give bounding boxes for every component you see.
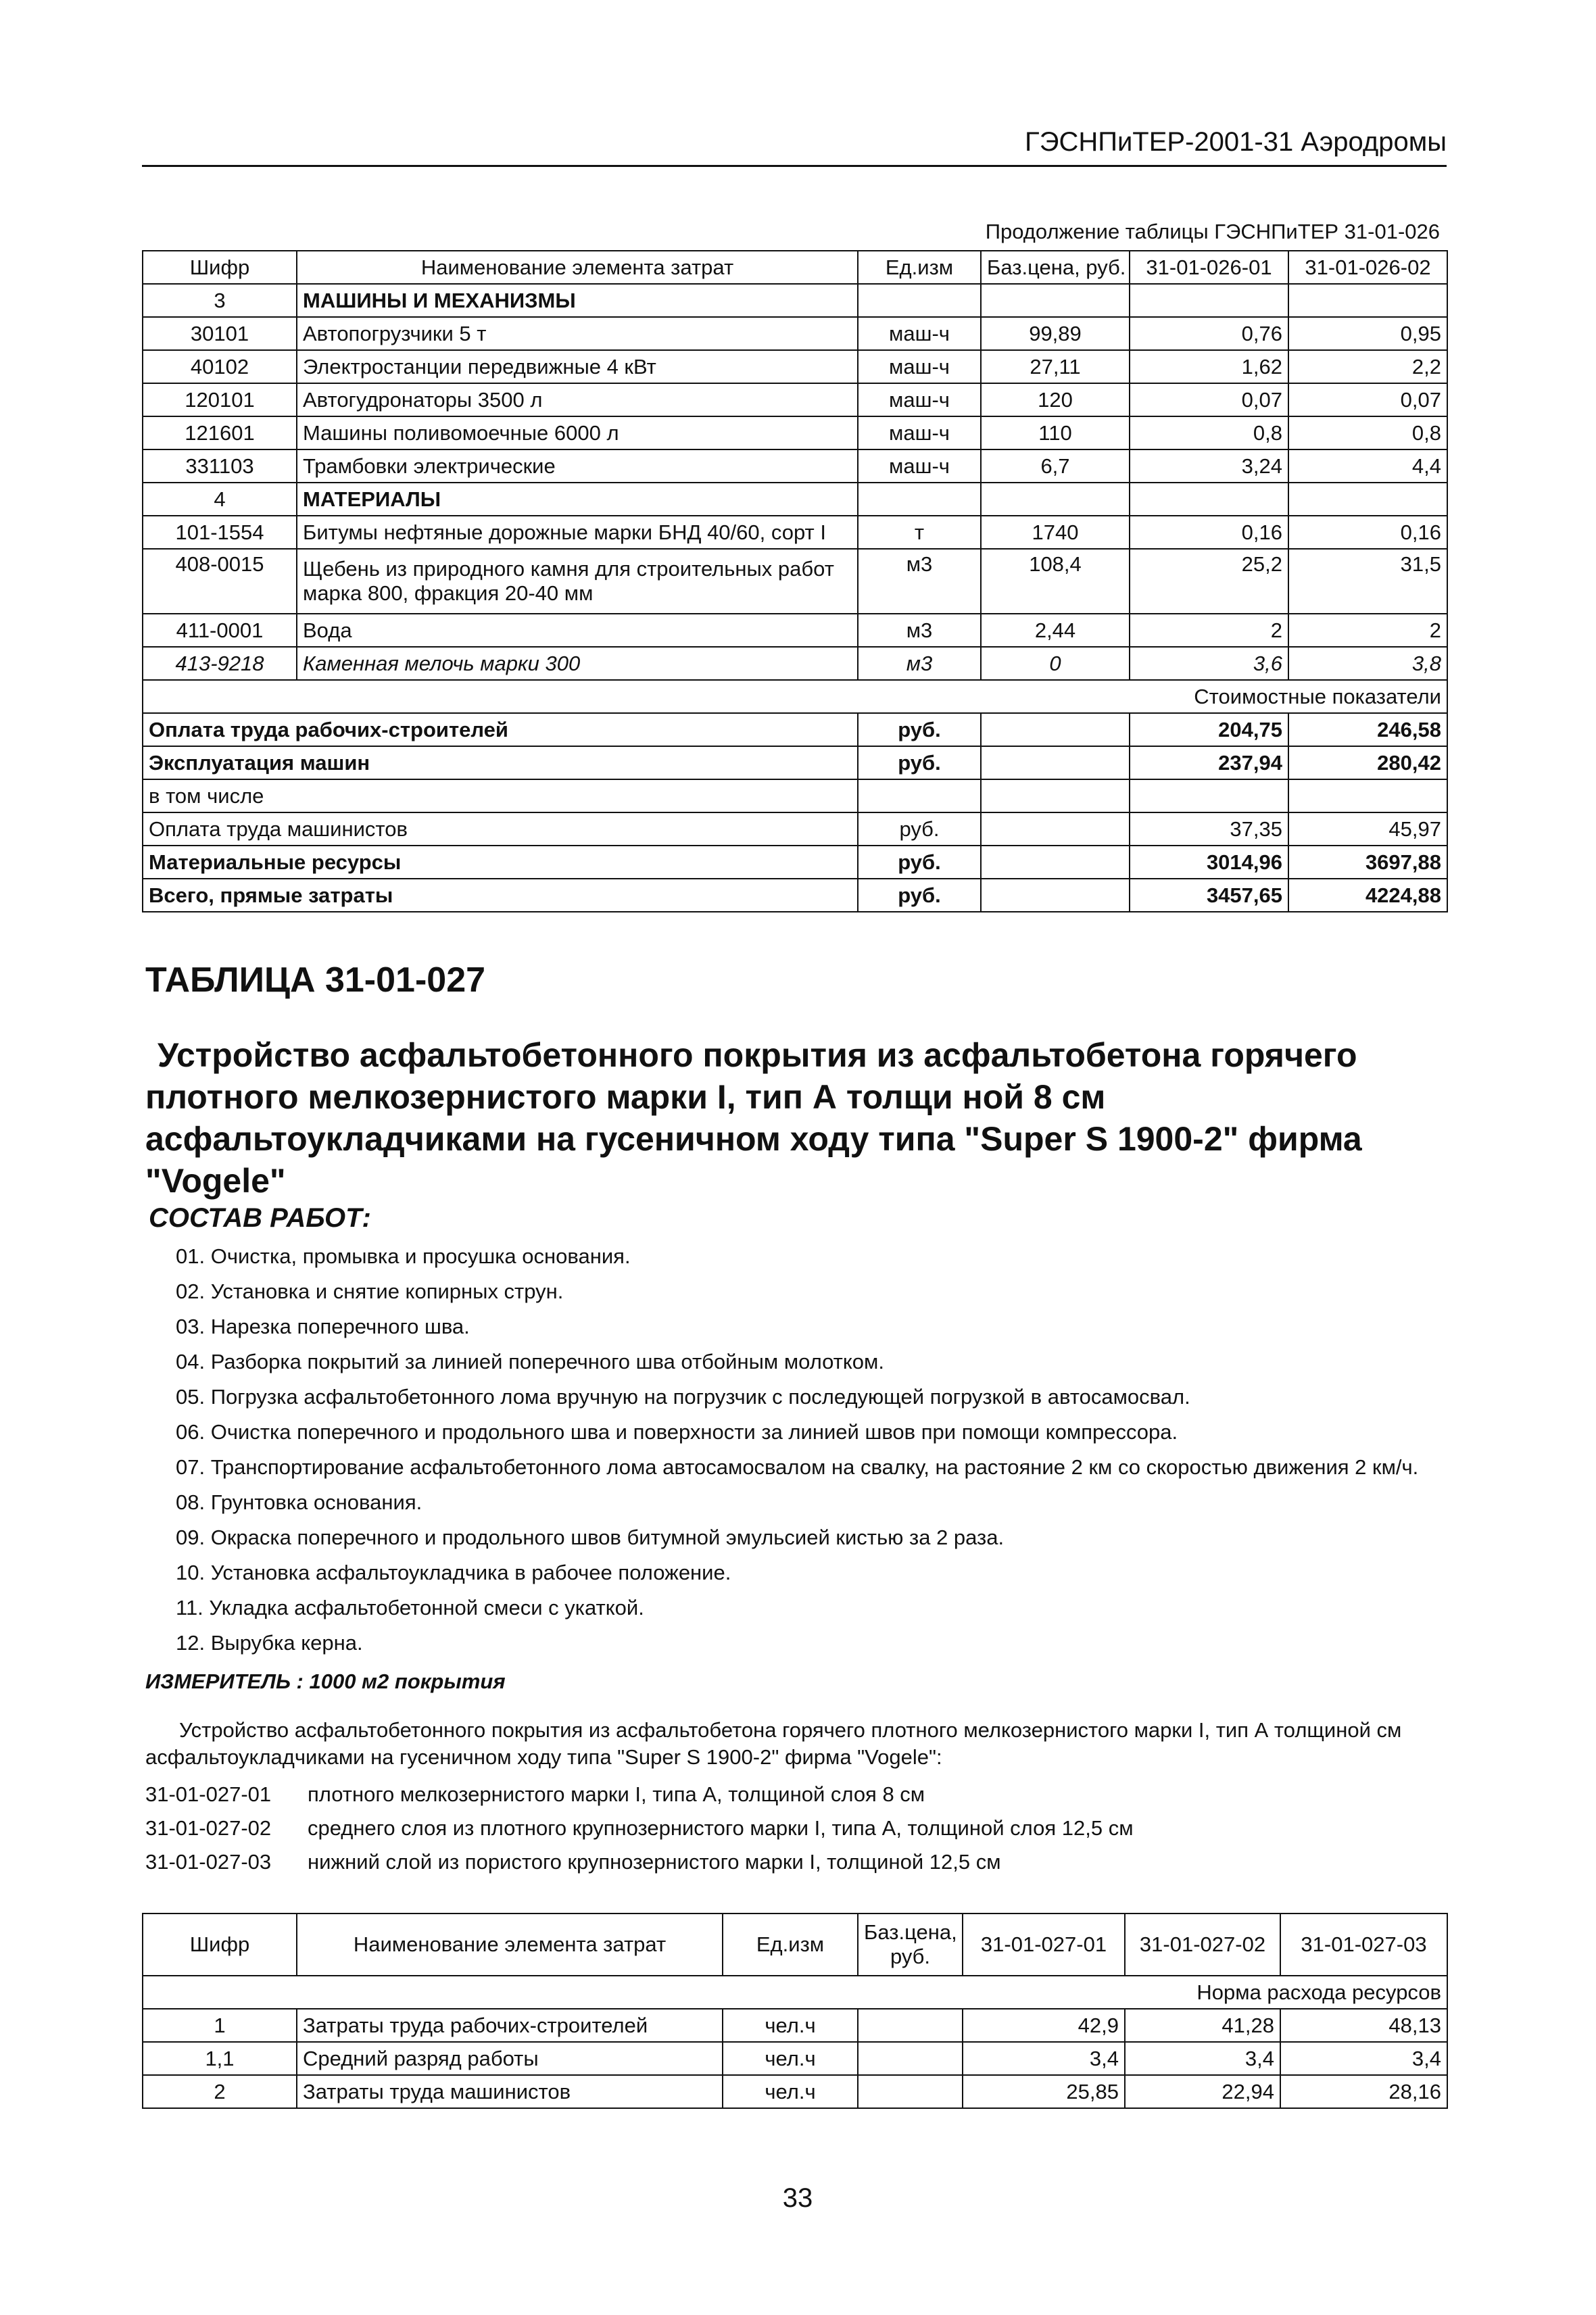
row-unit: чел.ч	[723, 2009, 858, 2042]
row-v2: 4,4	[1288, 449, 1447, 483]
section-code: 3	[143, 284, 297, 317]
empty-cell	[1130, 483, 1288, 516]
row-price: 110	[981, 416, 1130, 449]
row-price: 1740	[981, 516, 1130, 549]
row-v3: 3,4	[1280, 2042, 1447, 2075]
row-v1: 0,8	[1130, 416, 1288, 449]
row-v2: 41,28	[1125, 2009, 1280, 2042]
cost-v2	[1288, 779, 1447, 812]
row-price	[858, 2075, 963, 2108]
table-title: ТАБЛИЦА 31-01-027	[145, 960, 486, 1000]
col-header-code: Шифр	[143, 251, 297, 284]
cost-v2: 45,97	[1288, 812, 1447, 846]
col-header-name: Наименование элемента затрат	[297, 1914, 723, 1976]
row-code: 413-9218	[143, 647, 297, 680]
row-unit: чел.ч	[723, 2042, 858, 2075]
cost-name: Всего, прямые затраты	[143, 879, 858, 912]
row-price: 27,11	[981, 350, 1130, 383]
table-row	[143, 2075, 1447, 2108]
row-price: 99,89	[981, 317, 1130, 350]
cost-unit	[858, 779, 981, 812]
empty-cell	[858, 483, 981, 516]
col-header-unit: Ед.изм	[858, 251, 981, 284]
row-v1: 3,6	[1130, 647, 1288, 680]
list-item: 09. Окраска поперечного и продольного швов битумной эмульсией кистью за 2 раза.	[176, 1526, 1005, 1549]
table-row	[143, 416, 1447, 449]
table-continuation-caption: Продолжение таблицы ГЭСНПиТЕР 31-01-026	[985, 220, 1440, 243]
cost-indicators-label: Стоимостные показатели	[143, 680, 1447, 713]
cost-v1	[1130, 779, 1288, 812]
col-header-v1: 31-01-026-01	[1130, 251, 1288, 284]
row-v1: 42,9	[963, 2009, 1125, 2042]
row-name: Щебень из природного камня для строительных работ марка 800, фракция 20-40 мм	[297, 549, 858, 614]
table-row	[143, 549, 1447, 614]
cost-v2: 3697,88	[1288, 846, 1447, 879]
cost-v1: 204,75	[1130, 713, 1288, 746]
row-unit: м3	[858, 549, 981, 614]
row-unit: маш-ч	[858, 317, 981, 350]
table-row	[143, 614, 1447, 647]
row-price: 0	[981, 647, 1130, 680]
row-code: 408-0015	[143, 549, 297, 614]
row-unit: чел.ч	[723, 2075, 858, 2108]
table-row	[143, 350, 1447, 383]
list-item	[145, 1778, 1134, 1811]
row-code: 120101	[143, 383, 297, 416]
empty-cell	[981, 779, 1130, 812]
row-code: 30101	[143, 317, 297, 350]
cost-name: в том числе	[143, 779, 858, 812]
row-v2: 31,5	[1288, 549, 1447, 614]
empty-cell	[858, 284, 981, 317]
variant-text: плотного мелкозернистого марки I, типа А, толщиной слоя 8 см	[308, 1782, 925, 1806]
measure-unit: ИЗМЕРИТЕЛЬ : 1000 м2 покрытия	[145, 1670, 506, 1693]
row-v2: 0,8	[1288, 416, 1447, 449]
row-v2: 22,94	[1125, 2075, 1280, 2108]
cost-row	[143, 812, 1447, 846]
row-price: 120	[981, 383, 1130, 416]
list-item: 12. Вырубка керна.	[176, 1631, 363, 1655]
cost-row	[143, 746, 1447, 779]
empty-cell	[981, 746, 1130, 779]
work-composition-label: СОСТАВ РАБОТ:	[149, 1203, 371, 1233]
row-price	[858, 2009, 963, 2042]
row-v1: 0,07	[1130, 383, 1288, 416]
table-row	[143, 2042, 1447, 2075]
table-row	[143, 647, 1447, 680]
empty-cell	[981, 812, 1130, 846]
row-unit: маш-ч	[858, 416, 981, 449]
row-code: 2	[143, 2075, 297, 2108]
col-header-name: Наименование элемента затрат	[297, 251, 858, 284]
row-name: Машины поливомоечные 6000 л	[297, 416, 858, 449]
header-rule	[142, 165, 1447, 167]
empty-cell	[1130, 284, 1288, 317]
table-header-row	[143, 1914, 1447, 1976]
section-row-machines	[143, 284, 1447, 317]
row-v3: 48,13	[1280, 2009, 1447, 2042]
row-v1: 0,16	[1130, 516, 1288, 549]
row-v1: 2	[1130, 614, 1288, 647]
section-name: МАШИНЫ И МЕХАНИЗМЫ	[297, 284, 858, 317]
row-v1: 0,76	[1130, 317, 1288, 350]
row-code: 121601	[143, 416, 297, 449]
col-header-v3: 31-01-027-03	[1280, 1914, 1447, 1976]
row-unit: м3	[858, 614, 981, 647]
table-header-row	[143, 251, 1447, 284]
cost-row	[143, 879, 1447, 912]
row-price: 6,7	[981, 449, 1130, 483]
row-v2: 0,07	[1288, 383, 1447, 416]
row-name: Вода	[297, 614, 858, 647]
row-name: Электростанции передвижные 4 кВт	[297, 350, 858, 383]
list-item: 05. Погрузка асфальтобетонного лома вручную на погрузчик с последующей погрузкой в автосамосвал.	[176, 1385, 1190, 1409]
cost-v2: 4224,88	[1288, 879, 1447, 912]
row-v2: 2,2	[1288, 350, 1447, 383]
cost-v1: 37,35	[1130, 812, 1288, 846]
cost-name: Оплата труда машинистов	[143, 812, 858, 846]
empty-cell	[981, 846, 1130, 879]
row-v2: 0,95	[1288, 317, 1447, 350]
row-code: 1	[143, 2009, 297, 2042]
row-v1: 3,24	[1130, 449, 1288, 483]
work-description: Устройство асфальтобетонного покрытия из асфальтобетона горячего плотного мелкозернистого марки I, тип А толщиной см асфальтоукладчиками на гусеничном ходу типа "Super S 1900-2" фирма "Vogele":	[145, 1718, 1402, 1769]
norm-label-row	[143, 1976, 1447, 2009]
col-header-price: Баз.цена, руб.	[858, 1914, 963, 1976]
empty-cell	[1288, 483, 1447, 516]
list-item: 01. Очистка, промывка и просушка основания.	[176, 1244, 631, 1268]
work-heading: Устройство асфальтобетонного покрытия из асфальтобетона горячего плотного мелкозернистого марки I, тип А толщи ной 8 см асфальтоукладчиками на гусеничном ходу типа "Super S 1900-2" фирма "Vogele"	[145, 1036, 1362, 1200]
cost-v2: 246,58	[1288, 713, 1447, 746]
list-item: 06. Очистка поперечного и продольного шва и поверхности за линией швов при помощи компрессора.	[176, 1420, 1178, 1444]
section-code: 4	[143, 483, 297, 516]
row-v2: 3,4	[1125, 2042, 1280, 2075]
cost-unit: руб.	[858, 846, 981, 879]
cost-v1: 3457,65	[1130, 879, 1288, 912]
row-v2: 2	[1288, 614, 1447, 647]
col-header-code: Шифр	[143, 1914, 297, 1976]
table-row	[143, 383, 1447, 416]
row-unit: маш-ч	[858, 383, 981, 416]
row-v2: 0,16	[1288, 516, 1447, 549]
col-header-v2: 31-01-026-02	[1288, 251, 1447, 284]
row-price	[858, 2042, 963, 2075]
row-price: 2,44	[981, 614, 1130, 647]
row-v1: 1,62	[1130, 350, 1288, 383]
row-name: Каменная мелочь марки 300	[297, 647, 858, 680]
row-name: Затраты труда рабочих-строителей	[297, 2009, 723, 2042]
table-row	[143, 2009, 1447, 2042]
col-header-price: Баз.цена, руб.	[981, 251, 1130, 284]
empty-cell	[1288, 284, 1447, 317]
empty-cell	[981, 879, 1130, 912]
cost-name: Оплата труда рабочих-строителей	[143, 713, 858, 746]
row-v1: 3,4	[963, 2042, 1125, 2075]
variant-code: 31-01-027-03	[145, 1850, 272, 1874]
cost-row	[143, 713, 1447, 746]
row-code: 40102	[143, 350, 297, 383]
row-unit: м3	[858, 647, 981, 680]
row-name: Трамбовки электрические	[297, 449, 858, 483]
variant-text: нижний слой из пористого крупнозернистого марки I, толщиной 12,5 см	[308, 1850, 1001, 1874]
cost-row	[143, 779, 1447, 812]
row-unit: маш-ч	[858, 350, 981, 383]
row-unit: т	[858, 516, 981, 549]
row-code: 411-0001	[143, 614, 297, 647]
list-item: 04. Разборка покрытий за линией поперечного шва отбойным молотком.	[176, 1350, 884, 1373]
list-item: 02. Установка и снятие копирных струн.	[176, 1280, 564, 1303]
cost-unit: руб.	[858, 812, 981, 846]
cost-v1: 237,94	[1130, 746, 1288, 779]
cost-label-row	[143, 680, 1447, 713]
row-price: 108,4	[981, 549, 1130, 614]
list-item: 07. Транспортирование асфальтобетонного лома автосамосвалом на свалку, на растояние 2 км со скоростью движения 2 км/ч.	[176, 1455, 1419, 1479]
col-header-v1: 31-01-027-01	[963, 1914, 1125, 1976]
variant-code: 31-01-027-02	[145, 1816, 272, 1840]
row-name: Затраты труда машинистов	[297, 2075, 723, 2108]
row-v2: 3,8	[1288, 647, 1447, 680]
variant-code: 31-01-027-01	[145, 1782, 272, 1806]
cost-name: Эксплуатация машин	[143, 746, 858, 779]
section-row-materials	[143, 483, 1447, 516]
row-name: Автогудронаторы 3500 л	[297, 383, 858, 416]
cost-name: Материальные ресурсы	[143, 846, 858, 879]
list-item	[145, 1845, 1134, 1879]
operations-list	[176, 1244, 1453, 1665]
cost-v1: 3014,96	[1130, 846, 1288, 879]
row-v1: 25,85	[963, 2075, 1125, 2108]
col-header-unit: Ед.изм	[723, 1914, 858, 1976]
table-row	[143, 516, 1447, 549]
norm-label: Норма расхода ресурсов	[143, 1976, 1447, 2009]
variant-text: среднего слоя из плотного крупнозернистого марки I, типа А, толщиной слоя 12,5 см	[308, 1816, 1134, 1840]
empty-cell	[981, 284, 1130, 317]
list-item	[145, 1811, 1134, 1845]
list-item: 08. Грунтовка основания.	[176, 1490, 422, 1514]
row-unit: маш-ч	[858, 449, 981, 483]
row-name: Автопогрузчики 5 т	[297, 317, 858, 350]
variants-list	[145, 1778, 1134, 1879]
row-code: 331103	[143, 449, 297, 483]
empty-cell	[981, 483, 1130, 516]
list-item: 03. Нарезка поперечного шва.	[176, 1315, 470, 1338]
cost-unit: руб.	[858, 746, 981, 779]
col-header-v2: 31-01-027-02	[1125, 1914, 1280, 1976]
running-header: ГЭСНПиТЕР-2001-31 Аэродромы	[1025, 127, 1447, 157]
section-name: МАТЕРИАЛЫ	[297, 483, 858, 516]
row-v3: 28,16	[1280, 2075, 1447, 2108]
empty-cell	[981, 713, 1130, 746]
table-row	[143, 449, 1447, 483]
resource-table-31-01-027	[142, 1913, 1448, 2109]
row-code: 101-1554	[143, 516, 297, 549]
row-name: Битумы нефтяные дорожные марки БНД 40/60, сорт I	[297, 516, 858, 549]
list-item: 10. Установка асфальтоукладчика в рабочее положение.	[176, 1561, 731, 1584]
table-row	[143, 317, 1447, 350]
cost-unit: руб.	[858, 879, 981, 912]
row-v1: 25,2	[1130, 549, 1288, 614]
list-item: 11. Укладка асфальтобетонной смеси с укаткой.	[176, 1596, 644, 1619]
row-name: Средний разряд работы	[297, 2042, 723, 2075]
cost-row	[143, 846, 1447, 879]
page-number: 33	[782, 2183, 813, 2213]
cost-v2: 280,42	[1288, 746, 1447, 779]
cost-unit: руб.	[858, 713, 981, 746]
resource-table-31-01-026	[142, 250, 1448, 912]
row-code: 1,1	[143, 2042, 297, 2075]
